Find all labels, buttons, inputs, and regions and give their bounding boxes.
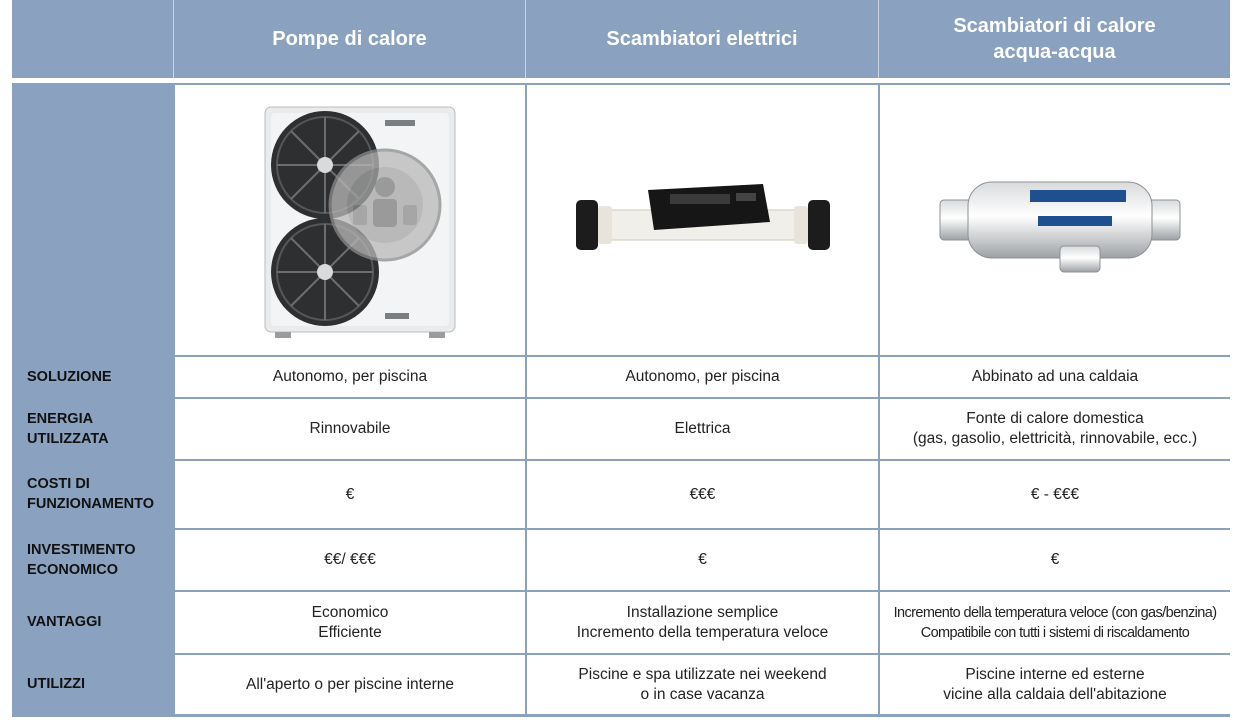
row-label-energia: ENERGIA UTILIZZATA [27, 410, 109, 447]
heat-pump-image [175, 85, 525, 355]
row-label-soluzione: SOLUZIONE [27, 368, 112, 385]
table-cell: All'aperto o per piscine interne [175, 655, 525, 714]
table-cell: € - €€€ [880, 461, 1230, 528]
table-cell: €€/ €€€ [175, 530, 525, 590]
table-cell: Abbinato ad una caldaia [880, 357, 1230, 397]
table-cell: Piscine interne ed esterne vicine alla caldaia dell'abitazione [880, 655, 1230, 714]
table-cell: Fonte di calore domestica (gas, gasolio, elettricità, rinnovabile, ecc.) [880, 399, 1230, 459]
header-scambiatori-elettrici: Scambiatori elettrici [606, 28, 798, 50]
table-cell: Autonomo, per piscina [175, 357, 525, 397]
table-cell: € [880, 530, 1230, 590]
header-scambiatori-acqua: Scambiatori di calore acqua-acqua [953, 15, 1156, 63]
table-cell: Incremento della temperatura veloce (con gas/benzina) Compatibile con tutti i sistemi di riscaldamento [880, 592, 1230, 653]
table-cell: € [527, 530, 878, 590]
recommended-badge-icon [330, 150, 440, 260]
row-label-vantaggi: VANTAGGI [27, 614, 102, 630]
row-label-investimento: INVESTIMENTO ECONOMICO [27, 541, 136, 578]
heat-exchanger-image [880, 85, 1230, 355]
electric-heater-image [527, 85, 878, 355]
header-separator [12, 78, 1230, 83]
row-label-costi: COSTI DI FUNZIONAMENTO [27, 476, 155, 512]
table-cell: Installazione semplice Incremento della temperatura veloce [527, 592, 878, 653]
table-cell: Elettrica [527, 399, 878, 459]
table-cell: Autonomo, per piscina [527, 357, 878, 397]
table-cell: € [175, 461, 525, 528]
table-cell: Rinnovabile [175, 399, 525, 459]
table-cell: Economico Efficiente [175, 592, 525, 653]
header-pompe-di-calore: Pompe di calore [272, 28, 427, 50]
table-cell: €€€ [527, 461, 878, 528]
row-label-utilizzi: UTILIZZI [27, 676, 85, 692]
table-cell: Piscine e spa utilizzate nei weekend o in case vacanza [527, 655, 878, 714]
